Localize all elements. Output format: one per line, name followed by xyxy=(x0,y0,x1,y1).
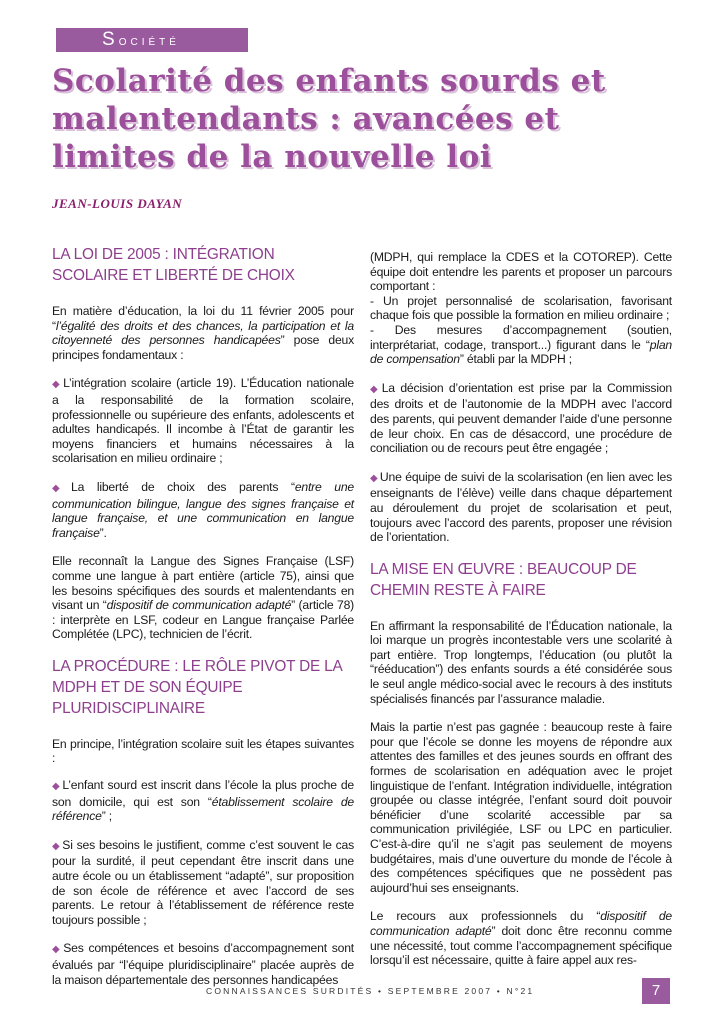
diamond-bullet-icon: ◆ xyxy=(52,944,62,956)
diamond-bullet-icon: ◆ xyxy=(52,781,61,793)
diamond-bullet-icon: ◆ xyxy=(370,383,380,395)
bullet-item: ◆ Une équipe de suivi de la scolarisation (en lien avec les enseignants de l’élève) veille dans chaque département au déroulement du projet de scolarisation et peut, toujours avec l’accord des parents, proposer une révision de l’orientation. xyxy=(370,469,672,545)
page-number: 7 xyxy=(642,978,670,1004)
bullet-item: ◆ La liberté de choix des parents “entre une communication bilingue, langue des signes française et langue française, et une communication en langue française”. xyxy=(52,479,355,540)
section-heading: LA MISE EN ŒUVRE : BEAUCOUP DE CHEMIN RESTE À FAIRE xyxy=(370,560,637,599)
section-heading: LA PROCÉDURE : LE RÔLE PIVOT DE LA MDPH ET DE SON ÉQUIPE PLURIDISCIPLINAIRE xyxy=(52,657,342,717)
article-author: JEAN-LOUIS DAYAN xyxy=(52,196,183,211)
right-column xyxy=(370,250,672,982)
left-column xyxy=(52,244,354,1001)
diamond-bullet-icon: ◆ xyxy=(370,472,378,484)
diamond-bullet-icon: ◆ xyxy=(52,379,62,391)
paragraph: En affirmant la responsabilité de l’Éducation nationale, la loi marque un progrès incontestable vers une scolarité à part entière. Trop longtemps, l’éducation (ou plutôt la “rééducation”) des enfants sourds a été considérée sous le seul angle médico-social avec le recours à des instituts spécialisés financés par l’assurance maladie. xyxy=(370,618,672,706)
paragraph: Mais la partie n’est pas gagnée : beaucoup reste à faire pour que l’école se donne les moyens de répondre aux attentes des familles et des jeunes sourds en offrant des formes de scolarisation en adéquation avec le projet linguistique de l’enfant. Intégration individuelle, intégration groupée ou classe intégrée, l’enfant sourd doit pouvoir bénéficier d’une scolarité accessible par sa communication privilégiée, LSF ou LPC en particulier. C’est-à-dire qu’il ne s’agit pas seulement de moyens budgétaires, mais d’une ouverture du monde de l’école à des compétences spécifiques que ne possèdent pas aujourd’hui ses enseignants. xyxy=(370,720,672,895)
page-footer: CONNAISSANCES SURDITÉS • SEPTEMBRE 2007 • N°21 xyxy=(206,986,535,996)
bullet-item: ◆ Ses compétences et besoins d’accompagnement sont évalués par “l’équipe pluridisciplinaire” placée auprès de la maison départementale des personnes handicapées xyxy=(52,941,354,987)
bullet-item: ◆ Si ses besoins le justifient, comme c’est souvent le cas pour la surdité, il peut cependant être inscrit dans une autre école ou un établissement “adapté”, sur proposition de son école de référence et avec l’accord de ses parents. Le retour à l’établissement de référence reste toujours possible ; xyxy=(52,837,354,927)
paragraph: (MDPH, qui remplace la CDES et la COTOREP). Cette équipe doit entendre les parents et proposer un parcours comportant : - Un projet personnalisé de scolarisation, favorisant chaque fois que possible la formation en milieu ordinaire ; - Des mesures d’accompagnement (soutien, interprétariat, codage, transport...) figurant dans le “plan de compensation” établi par la MDPH ; xyxy=(370,250,672,367)
diamond-bullet-icon: ◆ xyxy=(52,482,69,494)
section-rubric: Société xyxy=(56,28,248,52)
paragraph: Elle reconnaît la Langue des Signes Française (LSF) comme une langue à part entière (article 75), ainsi que les besoins spécifiques des sourds et malentendants en visant un “dispositif de communication adapté” (article 78) : interprète en LSF, codeur en Langue française Parlée Complétée (LPC), technicien de l’écrit. xyxy=(52,554,355,642)
diamond-bullet-icon: ◆ xyxy=(52,840,61,852)
paragraph: En matière d’éducation, la loi du 11 février 2005 pour “l’égalité des droits et des chances, la participation et la citoyenneté des personnes handicapées” pose deux principes fondamentaux : xyxy=(52,304,354,362)
bullet-item: ◆ La décision d’orientation est prise par la Commission des droits et de l’autonomie de la MDPH avec l’accord des parents, qui peuvent demander l’aide d’une personne de leur choix. En cas de désaccord, une procédure de conciliation ou de recours peut être engagée ; xyxy=(370,380,672,456)
paragraph: En principe, l’intégration scolaire suit les étapes suivantes : xyxy=(52,736,354,766)
bullet-item: ◆ L’enfant sourd est inscrit dans l’école la plus proche de son domicile, qui est son “établissement scolaire de référence” ; xyxy=(52,778,354,824)
paragraph: Le recours aux professionnels du “dispositif de communication adapté” doit donc être reconnu comme une nécessité, tout comme l’accompagnement spécifique lorsqu’il est nécessaire, quitte à faire appel aux res- xyxy=(370,909,672,968)
article-title: Scolarité des enfants sourds et malentendants : avancées et limites de la nouvelle loi xyxy=(52,63,606,175)
section-heading: LA LOI DE 2005 : INTÉGRATION SCOLAIRE ET LIBERTÉ DE CHOIX xyxy=(52,246,295,284)
bullet-item: ◆ L’intégration scolaire (article 19). L’Éducation nationale a la responsabilité de la formation scolaire, professionnelle ou supérieure des enfants, adolescents et adultes handicapés. Il incombe à l’État de garantir les moyens financiers et humains nécessaires à la scolarisation en milieu ordinaire ; xyxy=(52,376,354,466)
